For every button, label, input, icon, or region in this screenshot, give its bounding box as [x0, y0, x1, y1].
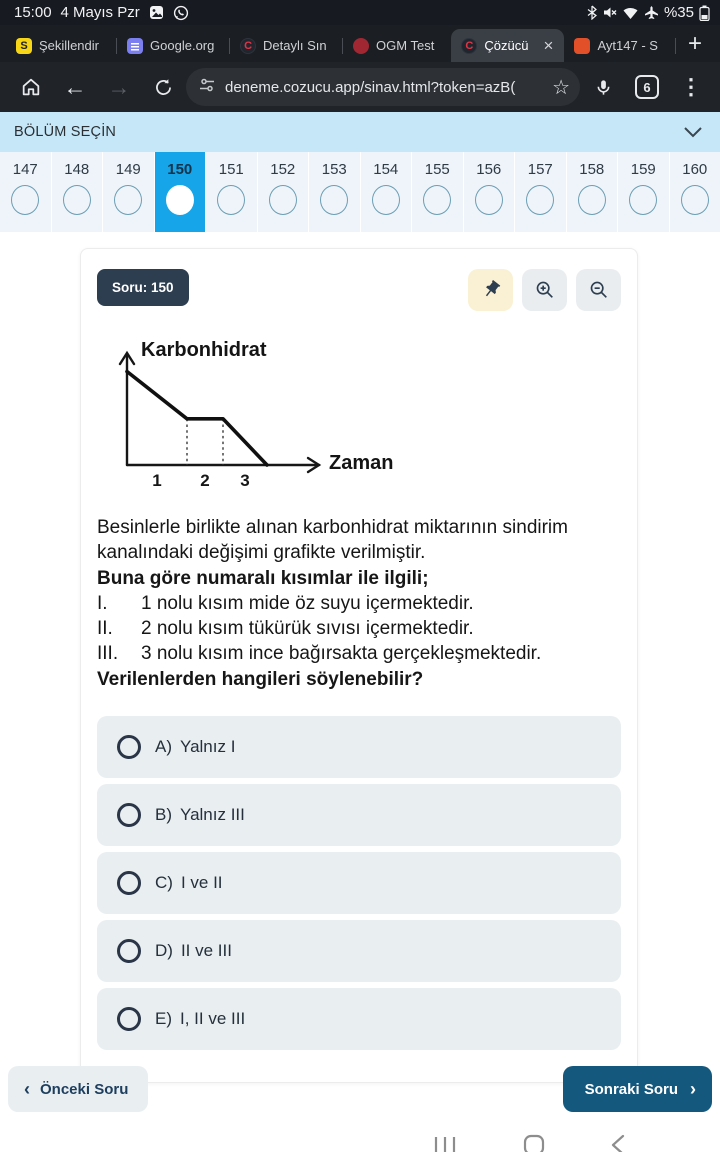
qnum-149[interactable] [103, 152, 154, 232]
answer-bubble[interactable] [217, 185, 245, 215]
pin-question-button[interactable] [468, 269, 513, 311]
exam-page [0, 248, 720, 1121]
question-number: 153 [321, 161, 347, 178]
tab-favicon: C [461, 38, 477, 54]
statement-2 [97, 616, 642, 641]
question-number: 149 [115, 161, 141, 178]
answer-options [97, 716, 621, 1050]
tab-favicon [353, 38, 369, 54]
answer-bubble[interactable] [269, 185, 297, 215]
qnum-152[interactable] [258, 152, 309, 232]
tab-close-icon[interactable]: × [543, 36, 554, 55]
tab-favicon: S [16, 38, 32, 54]
tab-label: Şekillendir [39, 38, 99, 53]
tab-cozucu-active[interactable] [451, 29, 564, 62]
bookmark-star-icon[interactable]: ☆ [552, 76, 570, 99]
option-text: I ve II [180, 872, 223, 892]
qnum-155[interactable] [412, 152, 463, 232]
statement-text: 3 nolu kısım ince bağırsakta gerçekleşmektedir. [141, 643, 542, 665]
whatsapp-icon [173, 5, 189, 21]
pushpin-icon [475, 275, 506, 306]
qnum-160[interactable] [670, 152, 720, 232]
qnum-157[interactable] [515, 152, 566, 232]
option-radio[interactable] [117, 803, 141, 827]
tab-label: OGM Test [376, 38, 435, 53]
site-settings-icon[interactable] [198, 76, 216, 99]
option-text: Yalnız III [180, 804, 245, 824]
question-number: 158 [579, 161, 605, 178]
mute-icon [602, 5, 617, 20]
browser-toolbar [0, 62, 720, 112]
option-b[interactable] [97, 784, 621, 846]
android-navigation-bar [0, 1121, 720, 1152]
airplane-mode-icon [644, 5, 659, 20]
chart-y-axis-label: Karbonhidrat [141, 339, 267, 361]
option-radio[interactable] [117, 1007, 141, 1031]
zoom-out-icon [588, 279, 610, 301]
question-badge: Soru: 150 [97, 269, 189, 306]
answer-bubble[interactable] [320, 185, 348, 215]
chevron-right-icon: › [690, 1078, 696, 1099]
question-chart [111, 331, 461, 503]
qnum-158[interactable] [567, 152, 618, 232]
clock: 15:00 [14, 4, 52, 21]
previous-question-label: Önceki Soru [40, 1080, 129, 1098]
option-letter: D) [155, 940, 173, 960]
zoom-in-button[interactable] [522, 269, 567, 311]
three-dot-menu-icon: ⋮ [680, 74, 702, 99]
qnum-147[interactable] [0, 152, 51, 232]
question-number: 160 [682, 161, 708, 178]
answer-bubble[interactable] [629, 185, 657, 215]
tab-label: Çözücü [484, 38, 529, 53]
answer-bubble[interactable] [423, 185, 451, 215]
statement-numeral: II. [97, 618, 113, 640]
question-number: 148 [64, 161, 90, 178]
answer-bubble[interactable] [681, 185, 709, 215]
statement-text: 2 nolu kısım tükürük sıvısı içermektedir. [141, 618, 474, 640]
browser-tab-strip [0, 25, 720, 62]
section-select-label: BÖLÜM SEÇİN [14, 124, 117, 140]
option-text: I, II ve III [180, 1008, 246, 1028]
option-d[interactable] [97, 920, 621, 982]
answer-bubble[interactable] [372, 185, 400, 215]
tab-label: Google.org [150, 38, 215, 53]
zoom-in-icon [534, 279, 556, 301]
new-tab-button[interactable]: + [688, 29, 703, 57]
answer-bubble[interactable] [63, 185, 91, 215]
question-number-strip [0, 152, 720, 232]
gallery-icon [149, 5, 164, 20]
option-text: Yalnız I [180, 736, 236, 756]
tab-ogm-test[interactable] [343, 29, 451, 62]
answer-bubble[interactable] [526, 185, 554, 215]
tab-sekillendir[interactable] [6, 29, 116, 62]
question-number: 159 [630, 161, 656, 178]
svg-text:3: 3 [240, 471, 250, 490]
tab-detayli-sinav[interactable] [230, 29, 342, 62]
tab-favicon [127, 38, 143, 54]
option-e[interactable] [97, 988, 621, 1050]
status-bar [0, 0, 720, 25]
answer-bubble[interactable] [166, 185, 194, 215]
home-nav-icon[interactable] [523, 1134, 545, 1152]
back-nav-icon[interactable] [611, 1134, 625, 1152]
option-letter: E) [155, 1008, 172, 1028]
qnum-151[interactable] [206, 152, 257, 232]
option-letter: C) [155, 872, 173, 892]
option-text: II ve III [180, 940, 232, 960]
tab-google-org[interactable] [117, 29, 229, 62]
statement-text: 1 nolu kısım mide öz suyu içermektedir. [141, 592, 474, 614]
question-number: 151 [218, 161, 244, 178]
tab-switcher-button[interactable] [626, 67, 668, 107]
question-number: 147 [12, 161, 38, 178]
next-question-label: Sonraki Soru [584, 1080, 678, 1098]
option-radio[interactable] [117, 871, 141, 895]
forward-button[interactable]: → [107, 73, 131, 100]
qnum-153[interactable] [309, 152, 360, 232]
bluetooth-icon [587, 5, 597, 20]
chart-x-axis-label: Zaman [329, 452, 394, 474]
recent-apps-icon[interactable] [433, 1136, 457, 1152]
question-closing: Verilenlerden hangileri söylenebilir? [97, 668, 424, 690]
previous-question-button[interactable] [8, 1066, 148, 1112]
url-bar[interactable] [186, 68, 580, 106]
svg-text:2: 2 [200, 471, 210, 490]
question-text [97, 515, 642, 692]
url-text[interactable]: deneme.cozucu.app/sinav.html?token=azB( [225, 78, 516, 96]
battery-icon [699, 5, 710, 21]
voice-search-icon[interactable] [582, 67, 624, 107]
question-footer-nav [0, 1066, 720, 1112]
answer-bubble[interactable] [11, 185, 39, 215]
answer-bubble[interactable] [114, 185, 142, 215]
statement-numeral: I. [97, 592, 108, 614]
back-button[interactable]: ← [63, 73, 87, 100]
question-lead: Buna göre numaralı kısımlar ile ilgili; [97, 567, 429, 589]
battery-percent: %35 [663, 4, 694, 21]
wifi-icon [622, 6, 639, 20]
browser-menu-button[interactable] [670, 67, 712, 107]
chevron-down-icon[interactable] [684, 127, 702, 138]
date-label: 4 Mayıs Pzr [60, 4, 140, 21]
question-number: 155 [424, 161, 450, 178]
chevron-left-icon: ‹ [24, 1078, 30, 1099]
statement-numeral: III. [97, 643, 119, 665]
reload-button[interactable] [142, 67, 184, 107]
option-radio[interactable] [117, 939, 141, 963]
qnum-156[interactable] [464, 152, 515, 232]
qnum-150-selected[interactable] [155, 152, 206, 232]
answer-bubble[interactable] [475, 185, 503, 215]
zoom-out-button[interactable] [576, 269, 621, 311]
next-question-button[interactable] [563, 1066, 712, 1112]
question-intro: Besinlerle birlikte alınan karbonhidrat miktarının sindirim kanalındaki değişimi grafikte verilmiştir. [97, 517, 568, 564]
svg-text:1: 1 [152, 471, 162, 490]
qnum-159[interactable] [618, 152, 669, 232]
tab-count: 6 [635, 75, 659, 99]
tab-ayt147[interactable] [564, 29, 675, 62]
qnum-148[interactable] [52, 152, 103, 232]
answer-bubble[interactable] [578, 185, 606, 215]
question-number: 150 [167, 161, 193, 178]
option-a[interactable] [97, 716, 621, 778]
section-select-dropdown[interactable] [0, 112, 720, 152]
tab-favicon: C [240, 38, 256, 54]
statement-1 [97, 591, 642, 616]
option-radio[interactable] [117, 735, 141, 759]
option-c[interactable] [97, 852, 621, 914]
option-letter: B) [155, 804, 172, 824]
question-card [80, 248, 638, 1083]
option-letter: A) [155, 736, 172, 756]
tab-label: Ayt147 - S [597, 38, 658, 53]
tab-favicon [574, 38, 590, 54]
tab-label: Detaylı Sın [263, 38, 327, 53]
qnum-154[interactable] [361, 152, 412, 232]
question-number: 154 [373, 161, 399, 178]
question-number: 156 [476, 161, 502, 178]
home-button[interactable] [10, 67, 52, 107]
question-number: 152 [270, 161, 296, 178]
statement-3 [97, 641, 642, 666]
question-number: 157 [527, 161, 553, 178]
